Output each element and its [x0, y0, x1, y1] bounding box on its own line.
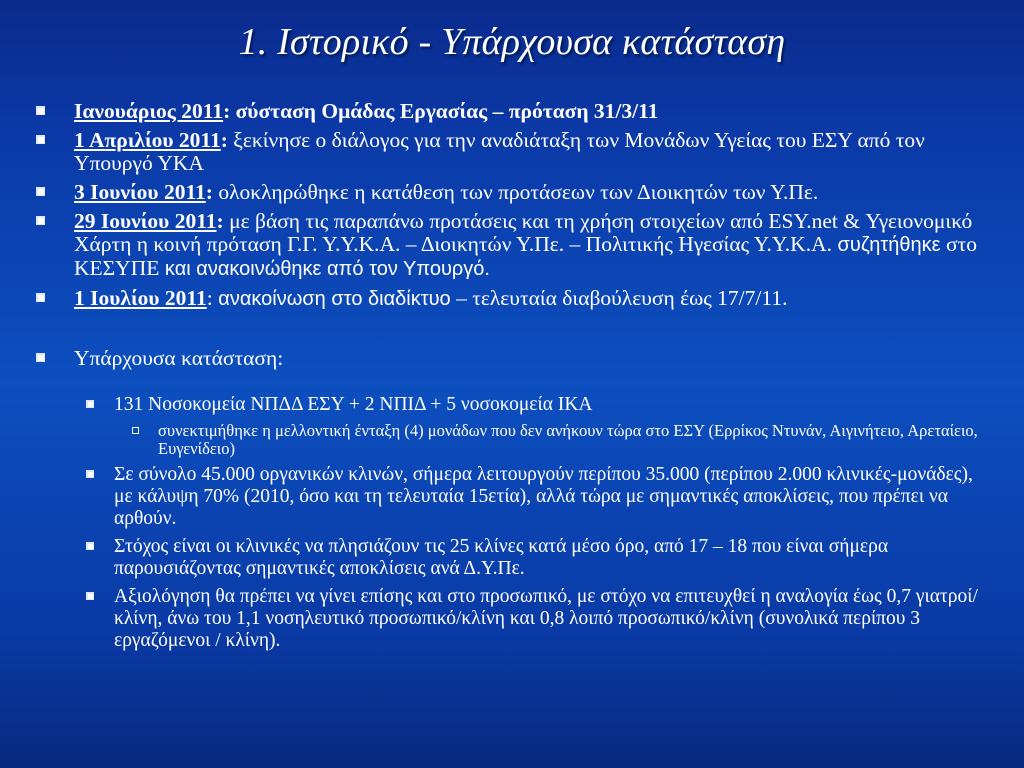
list-item — [36, 129, 986, 175]
history-date: 3 Ιουνίου 2011 — [74, 180, 206, 204]
bullet-square-icon — [36, 106, 45, 115]
history-separator: : — [223, 99, 231, 123]
bullet-square-icon — [36, 187, 45, 196]
list-item — [36, 287, 986, 311]
bullet-square-icon — [86, 400, 94, 408]
bullet-list — [36, 100, 986, 658]
list-item — [86, 536, 986, 580]
list-item — [36, 210, 986, 281]
history-separator: : — [216, 209, 224, 233]
list-item — [36, 347, 986, 370]
history-separator: : — [205, 180, 213, 204]
history-text: ολοκληρώθηκε η κατάθεση των προτάσεων των Διοικητών των Υ.Πε. — [212, 180, 819, 204]
sub-bullet-text: Σε σύνολο 45.000 οργανικών κλινών, σήμερα λειτουργούν περίπου 35.000 (περίπου 2.000 κλινικές-μονάδες), με κάλυψη 70% (2010, όσο και τη τελευταία 15ετία), αλλά τώρα με σημαντικές αποκλίσεις, που πρέπει να αρθούν. — [114, 464, 973, 529]
sub-sub-bullet-text: συνεκτιμήθηκε η μελλοντική ένταξη (4) μονάδων που δεν ανήκουν τώρα στο ΕΣΥ (Ερρίκος Ντυνάν, Αιγινήτειο, Αρεταίειο, Ευγενίδειο) — [158, 421, 978, 458]
bullet-square-icon — [86, 592, 94, 600]
history-date: Ιανουάριος 2011 — [74, 99, 224, 123]
sub-bullet-text: 131 Νοσοκομεία ΝΠΔΔ ΕΣΥ + 2 ΝΠΙΔ + 5 νοσοκομεία ΙΚΑ — [114, 394, 593, 415]
history-date: 1 Ιουλίου 2011 — [74, 286, 207, 310]
bullet-square-icon — [36, 216, 45, 225]
bullet-square-outline-icon — [132, 427, 139, 434]
sub-bullet-text: Στόχος είναι οι κλινικές να πλησιάζουν τις 25 κλίνες κατά μέσο όρο, από 17 – 18 που είναι σήμερα παρουσιάζοντας σημαντικές αποκλίσεις ανά Δ.Υ.Πε. — [114, 536, 889, 579]
spacer — [36, 317, 986, 347]
history-text: στο ΚΕΣΥΠΕ — [74, 232, 977, 280]
section-heading: Υπάρχουσα κατάσταση: — [74, 346, 284, 370]
bullet-square-icon — [36, 293, 45, 302]
history-separator: : — [206, 286, 213, 310]
history-separator: : — [220, 128, 228, 152]
list-item — [132, 422, 986, 458]
list-item — [86, 394, 986, 416]
bullet-square-icon — [36, 353, 45, 362]
bullet-square-icon — [36, 135, 45, 144]
history-text: – τελευταία διαβούλευση έως 17/7/11. — [450, 286, 788, 310]
list-item — [36, 100, 986, 123]
list-item — [86, 464, 986, 530]
history-text-sans: συζητήθηκε — [831, 234, 941, 256]
slide-title: 1. Ιστορικό - Υπάρχουσα κατάσταση — [238, 21, 786, 63]
list-item — [36, 181, 986, 204]
history-date: 1 Απριλίου 2011 — [74, 128, 221, 152]
history-text-sans: και ανακοινώθηκε από τον Υπουργό. — [159, 258, 490, 280]
bullet-square-icon — [86, 542, 94, 550]
sub-bullet-text: Αξιολόγηση θα πρέπει να γίνει επίσης και στο προσωπικό, με στόχο να επιτευχθεί η αναλογία έως 0,7 γιατροί/κλίνη, άνω του 1,1 νοσηλευτικό προσωπικό/κλίνη και 0,8 λοιπό προσωπικό/κλίνη (συνολικά περίπου 3 εργαζόμενοι / κλίνη). — [114, 586, 978, 651]
history-text: ξεκίνησε ο διάλογος για την αναδιάταξη των Μονάδων Υγείας του ΕΣΥ από τον Υπουργό ΥΚΑ — [74, 128, 925, 175]
history-text: σύσταση Ομάδας Εργασίας – πρόταση 31/3/11 — [230, 99, 659, 123]
spacer — [36, 376, 986, 394]
bullet-square-icon — [86, 470, 94, 478]
history-date: 29 Ιουνίου 2011 — [74, 209, 217, 233]
history-text-sans: ανακοίνωση στο διαδίκτυο — [212, 288, 451, 310]
history-text: με βάση τις παραπάνω προτάσεις και τη χρήση στοιχείων από ESY.net & Υγειονομικό Χάρτη η κοινή πρόταση Γ.Γ. Υ.Υ.Κ.Α. – Διοικητών Υ.Πε. – Πολιτικής Ηγεσίας Υ.Υ.Κ.Α. — [74, 209, 973, 256]
list-item — [86, 586, 986, 652]
